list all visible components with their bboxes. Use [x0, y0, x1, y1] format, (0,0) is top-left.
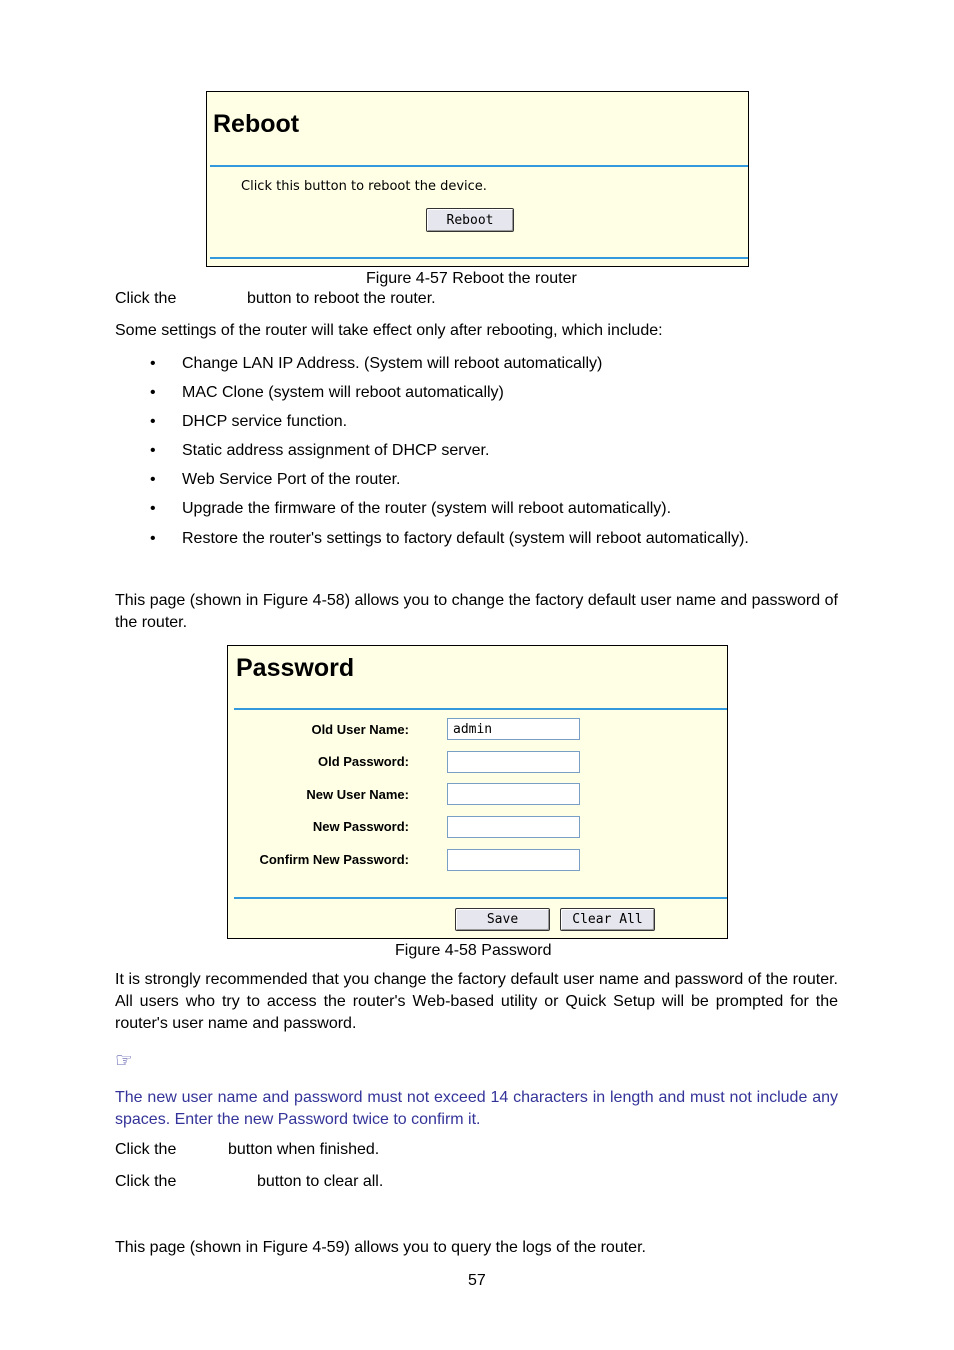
- reboot-panel-divider-bottom: [210, 257, 748, 259]
- new-password-input[interactable]: [447, 816, 580, 838]
- old-password-label: Old Password:: [317, 754, 409, 769]
- password-panel-divider-top: [234, 708, 727, 710]
- new-user-name-input[interactable]: [447, 783, 580, 805]
- clear-all-button[interactable]: Clear All: [560, 908, 655, 931]
- list-item: • DHCP service function.: [182, 411, 347, 433]
- note-text: The new user name and password must not exceed 14 characters in length and must not include any spaces. Enter the new Password twice to confirm it.: [115, 1089, 838, 1128]
- figure-4-57-caption: Figure 4-57 Reboot the router: [366, 270, 577, 287]
- reboot-panel: [206, 91, 749, 267]
- clear-click-after: button to clear all.: [257, 1173, 384, 1190]
- reboot-panel-divider-top: [210, 165, 748, 167]
- confirm-new-password-input[interactable]: [447, 849, 580, 871]
- save-click-after: button when finished.: [228, 1141, 380, 1158]
- clear-click-the: Click the: [115, 1173, 177, 1190]
- password-panel-divider-bottom: [234, 897, 727, 899]
- bullet: •: [150, 530, 156, 547]
- save-click-the: Click the: [115, 1141, 177, 1158]
- list-item: • Change LAN IP Address. (System will reboot automatically): [182, 353, 602, 375]
- new-password-label: New Password:: [312, 819, 409, 834]
- list-item: • Upgrade the firmware of the router (system will reboot automatically).: [182, 498, 671, 520]
- new-user-name-label: New User Name:: [306, 787, 409, 802]
- log-intro: This page (shown in Figure 4-59) allows you to query the logs of the router.: [115, 1239, 646, 1256]
- reboot-click-after: button to reboot the router.: [247, 290, 436, 307]
- old-user-name-input[interactable]: [447, 718, 580, 740]
- figure-4-58-caption: Figure 4-58 Password: [395, 942, 552, 959]
- reboot-button[interactable]: Reboot: [426, 208, 514, 232]
- old-user-name-label: Old User Name:: [311, 722, 409, 737]
- bullet: •: [150, 500, 156, 517]
- password-panel-title: Password: [236, 654, 355, 682]
- bullet: •: [150, 413, 156, 430]
- settings-intro: Some settings of the router will take effect only after rebooting, which include:: [115, 322, 663, 339]
- confirm-new-password-label: Confirm New Password:: [259, 852, 409, 867]
- old-password-input[interactable]: [447, 751, 580, 773]
- page-number: 57: [468, 1272, 486, 1289]
- password-panel: [227, 645, 728, 939]
- save-button[interactable]: Save: [455, 908, 550, 931]
- list-item: • Static address assignment of DHCP server.: [182, 440, 489, 462]
- recommend-text: It is strongly recommended that you change the factory default user name and password of the router. All users who try to access the router's Web-based utility or Quick Setup will be prompted for the router's user name and password.: [115, 971, 838, 1032]
- reboot-panel-title: Reboot: [213, 110, 300, 138]
- bullet: •: [150, 442, 156, 459]
- list-item: • Web Service Port of the router.: [182, 469, 400, 491]
- reboot-instruction: Click this button to reboot the device.: [241, 179, 487, 194]
- bullet: •: [150, 355, 156, 372]
- reboot-click-the: Click the: [115, 290, 177, 307]
- list-item: • Restore the router's settings to factory default (system will reboot automatically).: [182, 528, 749, 550]
- list-item: • MAC Clone (system will reboot automatically): [182, 382, 504, 404]
- pointing-hand-icon: ☞: [115, 1048, 133, 1072]
- bullet: •: [150, 384, 156, 401]
- password-intro: This page (shown in Figure 4-58) allows you to change the factory default user name and password of the router.: [115, 592, 838, 631]
- bullet: •: [150, 471, 156, 488]
